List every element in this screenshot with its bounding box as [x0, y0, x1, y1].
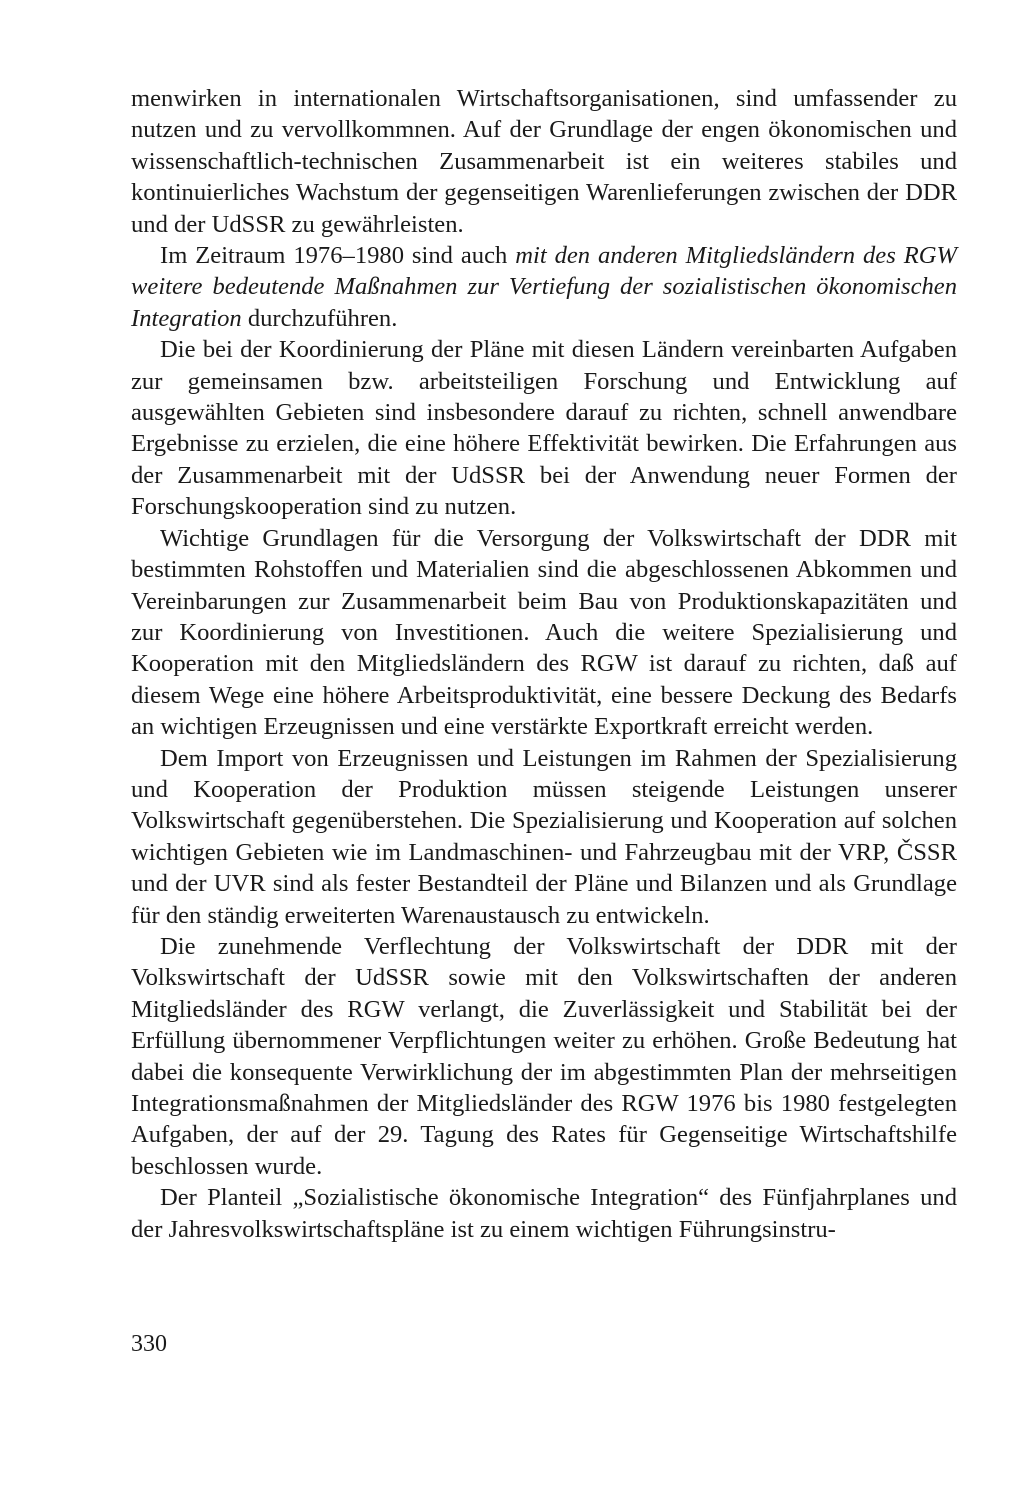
paragraph-text: Wichtige Grundlagen für die Versorgung der Volkswirtschaft der DDR mit bestimmten Rohstoffen und Materialien sind die abgeschlossenen Abkommen und Vereinbarungen zur Zusammenarbeit beim Bau von Produktionskapazitäten und zur Koordinierung von Investitionen. Auch die weitere Spezialisierung und Kooperation mit den Mitgliedsländern des RGW ist darauf zu richten, daß auf diesem Wege eine höhere Arbeitsproduktivität, eine bessere Deckung des Bedarfs an wichtigen Erzeugnissen und eine verstärkte Exportkraft erreicht werden.	[131, 524, 957, 741]
paragraph-text: Dem Import von Erzeugnissen und Leistungen im Rahmen der Spezialisierung und Kooperation der Produktion müssen steigende Leistungen unserer Volkswirtschaft gegenüberstehen. Die Spezialisierung und Kooperation auf solchen wichtigen Gebieten wie im Landmaschinen- und Fahrzeugbau mit der VRP, ČSSR und der UVR sind als fester Bestandteil der Pläne und Bilanzen und als Grundlage für den ständig erweiterten Warenaustausch zu entwickeln.	[131, 744, 957, 929]
paragraph-text: Der Planteil „Sozialistische ökonomische Integration“ des Fünfjahrplanes und der Jahresvolkswirtschaftspläne ist zu einem wichtigen Führungsinstru-	[131, 1184, 957, 1243]
paragraph	[131, 240, 957, 334]
paragraph	[131, 83, 957, 240]
paragraph-text: durchzuführen.	[241, 304, 398, 332]
paragraph	[131, 931, 957, 1182]
italic-emphasis: mit den anderen Mitgliedsländern des RGW weitere bedeutende Maßnahmen zur Vertiefung der sozialistischen ökonomischen Integration	[131, 242, 957, 332]
paragraph	[131, 1182, 957, 1245]
paragraph	[131, 334, 957, 522]
paragraph	[131, 523, 957, 743]
page-number: 330	[131, 1331, 167, 1357]
paragraph-text: menwirken in internationalen Wirtschaftsorganisationen, sind umfassender zu nutzen und zu vervollkommnen. Auf der Grundlage der engen ökonomischen und wissenschaftlich-technischen Zusammenarbeit ist ein weiteres stabiles und kontinuierliches Wachstum der gegenseitigen Warenlieferungen zwischen der DDR und der UdSSR zu gewährleisten.	[131, 85, 957, 238]
body-text	[131, 83, 957, 1245]
paragraph	[131, 743, 957, 931]
paragraph-text: Im Zeitraum 1976–1980 sind auch	[160, 242, 516, 270]
paragraph-text: Die bei der Koordinierung der Pläne mit diesen Ländern vereinbarten Aufgaben zur gemeinsamen bzw. arbeitsteiligen Forschung und Entwicklung auf ausgewählten Gebieten sind insbesondere darauf zu richten, schnell anwendbare Ergebnisse zu erzielen, die eine höhere Effektivität bewirken. Die Erfahrungen aus der Zusammenarbeit mit der UdSSR bei der Anwendung neuer Formen der Forschungskooperation sind zu nutzen.	[131, 336, 957, 521]
paragraph-text: Die zunehmende Verflechtung der Volkswirtschaft der DDR mit der Volkswirtschaft der UdSSR sowie mit den Volkswirtschaften der anderen Mitgliedsländer des RGW verlangt, die Zuverlässigkeit und Stabilität bei der Erfüllung übernommener Verpflichtungen weiter zu erhöhen. Große Bedeutung hat dabei die konsequente Verwirklichung der im abgestimmten Plan der mehrseitigen Integrationsmaßnahmen der Mitgliedsländer des RGW 1976 bis 1980 festgelegten Aufgaben, der auf der 29. Tagung des Rates für Gegenseitige Wirtschaftshilfe beschlossen wurde.	[131, 932, 957, 1180]
